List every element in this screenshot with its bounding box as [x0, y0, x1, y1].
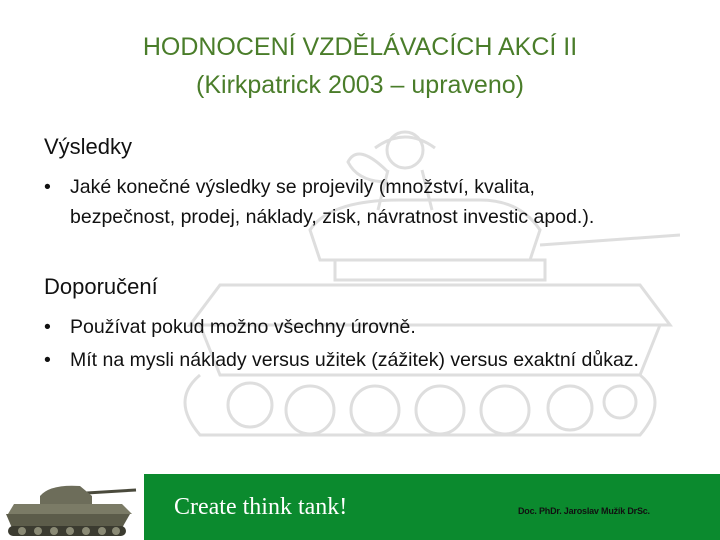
bullet-dot-icon: • [44, 316, 51, 338]
title-line-1: HODNOCENÍ VZDĚLÁVACÍCH AKCÍ II [142, 33, 578, 61]
bullet-text: Jaké konečné výsledky se projevily (množství, kvalita, bezpečnost, prodej, náklady, zisk, návratnost investic apod.). [70, 176, 595, 228]
footer-logo-area [0, 474, 144, 540]
bullet-item [44, 312, 644, 342]
bullet-text: Mít na mysli náklady versus užitek (zážitek) versus exaktní důkaz. [70, 349, 639, 371]
tank-icon [0, 474, 144, 540]
tank-soldier-watermark-icon [160, 110, 680, 480]
bullet-item [44, 345, 644, 375]
bullet-dot-icon: • [44, 176, 51, 198]
section-heading-doporuceni: Doporučení [44, 274, 158, 299]
title-line-2: (Kirkpatrick 2003 – upraveno) [196, 71, 524, 99]
footer-tagline: Create think tank! [174, 494, 348, 520]
footer-author: Doc. PhDr. Jaroslav Mužík DrSc. [518, 506, 650, 516]
slide-title [0, 28, 720, 104]
footer [0, 474, 720, 540]
section-heading-vysledky: Výsledky [44, 134, 133, 159]
bullet-item [44, 172, 644, 232]
bullet-text: Používat pokud možno všechny úrovně. [70, 316, 416, 338]
bullet-dot-icon: • [44, 349, 51, 371]
